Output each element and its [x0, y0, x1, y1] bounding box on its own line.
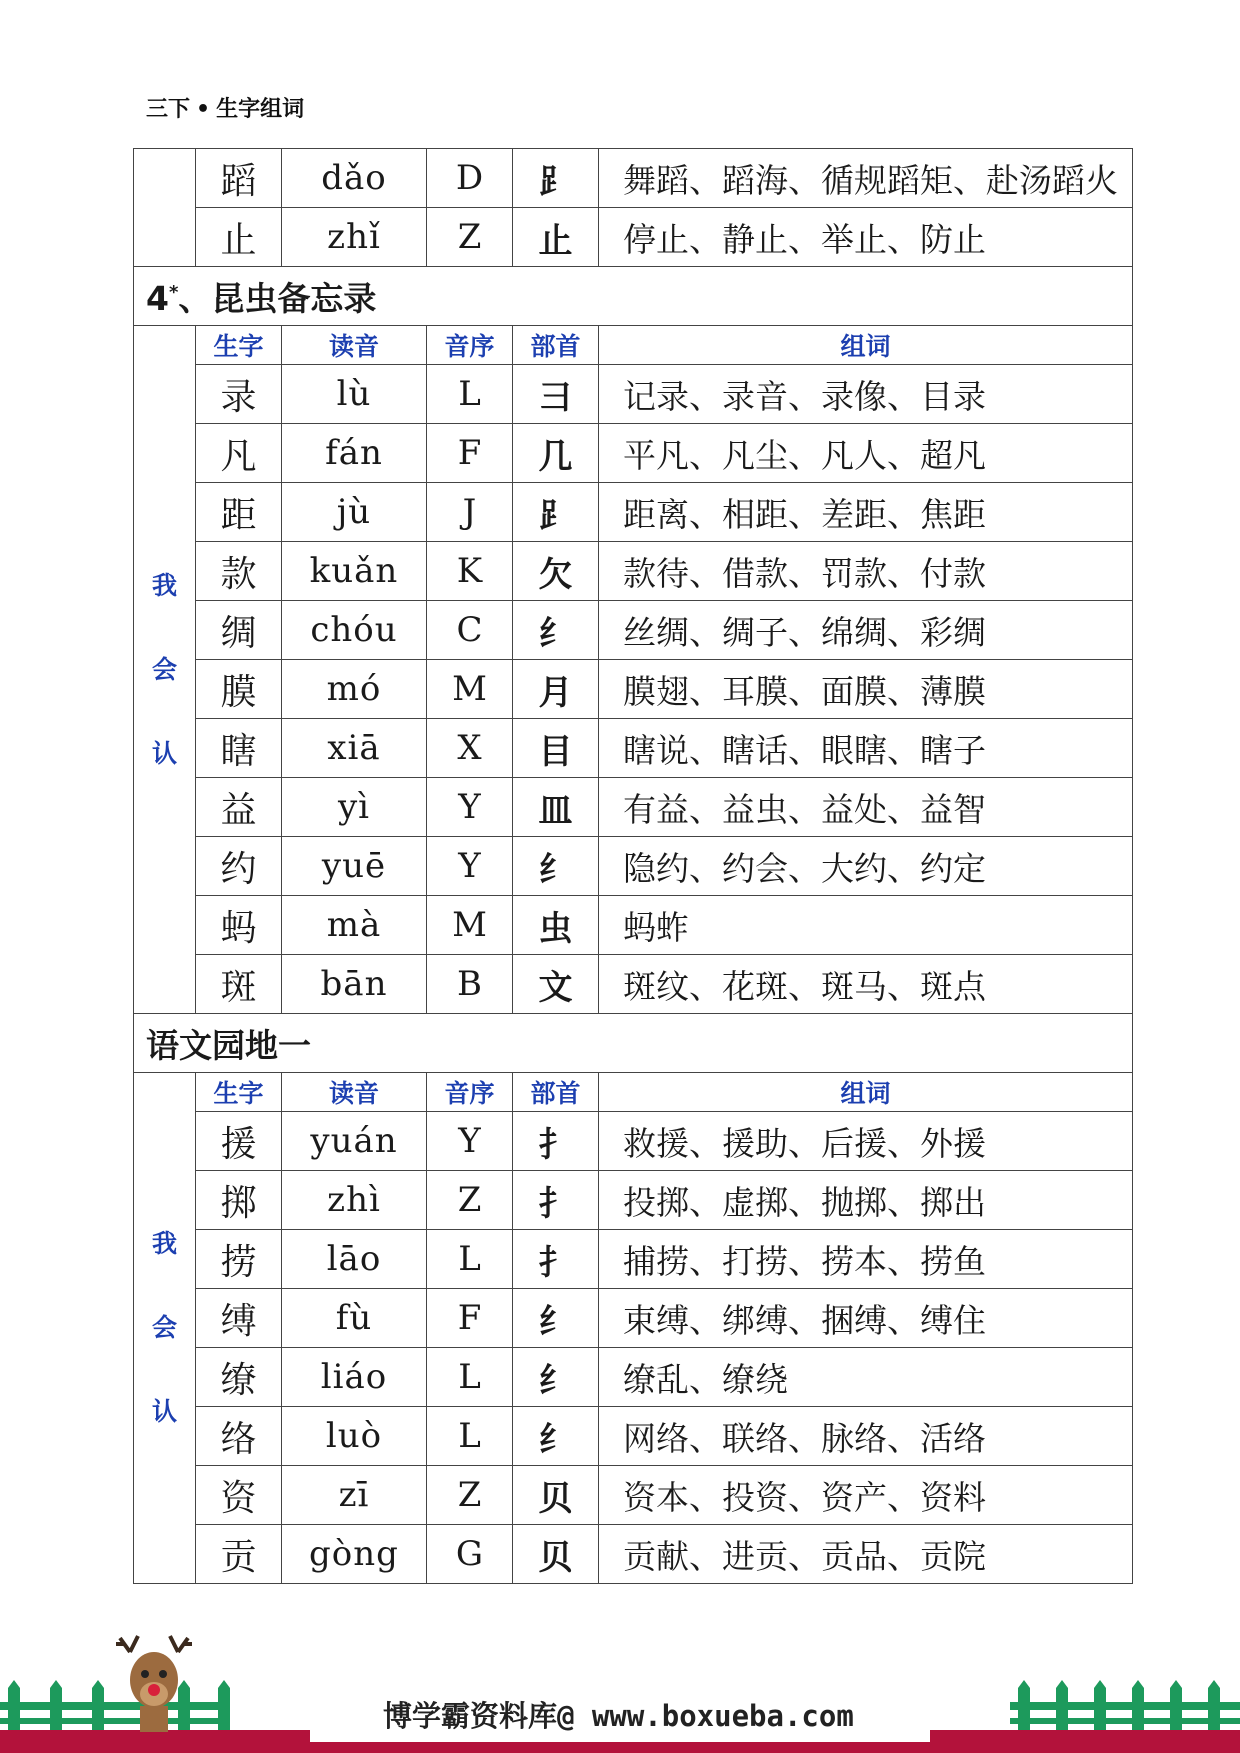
radical-cell: 止 — [513, 208, 599, 267]
side-label — [134, 326, 196, 1014]
section-title — [134, 267, 1133, 326]
char-cell: 络 — [196, 1407, 282, 1466]
order-cell: F — [427, 424, 513, 483]
header-order: 音序 — [427, 1073, 513, 1112]
table-row — [134, 542, 1133, 601]
order-cell: L — [427, 365, 513, 424]
radical-cell: 纟 — [513, 1348, 599, 1407]
words-cell: 贡献、进贡、贡品、贡院 — [599, 1525, 1133, 1584]
pinyin-cell: xiā — [282, 719, 427, 778]
words-cell: 捕捞、打捞、捞本、捞鱼 — [599, 1230, 1133, 1289]
pinyin-cell: yuē — [282, 837, 427, 896]
char-cell: 蹈 — [196, 149, 282, 208]
side-blank — [134, 149, 196, 267]
radical-cell: ⻊ — [513, 149, 599, 208]
char-cell: 援 — [196, 1112, 282, 1171]
side-label-char: 会 — [151, 1313, 177, 1342]
table-row — [134, 424, 1133, 483]
order-cell: G — [427, 1525, 513, 1584]
header-dot: • — [196, 97, 211, 122]
order-cell: Z — [427, 1466, 513, 1525]
order-cell: L — [427, 1230, 513, 1289]
table-row — [134, 1348, 1133, 1407]
pinyin-cell: zhǐ — [282, 208, 427, 267]
table-row — [134, 483, 1133, 542]
words-cell: 救援、援助、后援、外援 — [599, 1112, 1133, 1171]
order-cell: J — [427, 483, 513, 542]
order-cell: K — [427, 542, 513, 601]
char-cell: 资 — [196, 1466, 282, 1525]
section-title-text: 、昆虫备忘录 — [178, 278, 377, 318]
header-char: 生字 — [196, 1073, 282, 1112]
table-row — [134, 149, 1133, 208]
table-row — [134, 1466, 1133, 1525]
char-cell: 瞎 — [196, 719, 282, 778]
table-row — [134, 778, 1133, 837]
words-cell: 束缚、绑缚、捆缚、缚住 — [599, 1289, 1133, 1348]
char-cell: 蚂 — [196, 896, 282, 955]
words-cell: 瞎说、瞎话、眼瞎、瞎子 — [599, 719, 1133, 778]
words-cell: 投掷、虚掷、抛掷、掷出 — [599, 1171, 1133, 1230]
section-star: * — [168, 281, 179, 303]
pinyin-cell: mà — [282, 896, 427, 955]
order-cell: D — [427, 149, 513, 208]
table-row — [134, 660, 1133, 719]
header-words: 组词 — [599, 1073, 1133, 1112]
order-cell: C — [427, 601, 513, 660]
pinyin-cell: mó — [282, 660, 427, 719]
pinyin-cell: kuǎn — [282, 542, 427, 601]
words-cell: 网络、联络、脉络、活络 — [599, 1407, 1133, 1466]
section-title: 语文园地一 — [134, 1014, 1133, 1073]
footer-watermark: 博学霸资料库@ www.boxueba.com — [383, 1699, 854, 1733]
vocab-table — [133, 148, 1133, 1584]
words-cell: 膜翅、耳膜、面膜、薄膜 — [599, 660, 1133, 719]
radical-cell: 贝 — [513, 1466, 599, 1525]
pinyin-cell: dǎo — [282, 149, 427, 208]
radical-cell: 欠 — [513, 542, 599, 601]
char-cell: 止 — [196, 208, 282, 267]
radical-cell: 文 — [513, 955, 599, 1014]
table-row — [134, 1407, 1133, 1466]
side-label-char: 会 — [151, 654, 177, 684]
column-header-row — [134, 1073, 1133, 1112]
header-grade: 三下 — [146, 97, 191, 122]
fence-right-icon — [1010, 1680, 1240, 1730]
side-label-char: 我 — [151, 570, 177, 600]
pinyin-cell: luò — [282, 1407, 427, 1466]
char-cell: 凡 — [196, 424, 282, 483]
header-topic: 生字组词 — [216, 97, 305, 122]
char-cell: 距 — [196, 483, 282, 542]
pinyin-cell: fán — [282, 424, 427, 483]
words-cell: 距离、相距、差距、焦距 — [599, 483, 1133, 542]
section-title-row — [134, 267, 1133, 326]
order-cell: L — [427, 1348, 513, 1407]
char-cell: 约 — [196, 837, 282, 896]
radical-cell: 纟 — [513, 601, 599, 660]
words-cell: 记录、录音、录像、目录 — [599, 365, 1133, 424]
order-cell: Z — [427, 208, 513, 267]
order-cell: X — [427, 719, 513, 778]
table-row — [134, 1112, 1133, 1171]
char-cell: 缚 — [196, 1289, 282, 1348]
table-row — [134, 1525, 1133, 1584]
table-row — [134, 896, 1133, 955]
order-cell: M — [427, 896, 513, 955]
radical-cell: 彐 — [513, 365, 599, 424]
char-cell: 录 — [196, 365, 282, 424]
table-row — [134, 1289, 1133, 1348]
words-cell: 平凡、凡尘、凡人、超凡 — [599, 424, 1133, 483]
pinyin-cell: fù — [282, 1289, 427, 1348]
order-cell: B — [427, 955, 513, 1014]
table-row — [134, 955, 1133, 1014]
radical-cell: ⻊ — [513, 483, 599, 542]
header-pinyin: 读音 — [282, 326, 427, 365]
radical-cell: 纟 — [513, 1289, 599, 1348]
order-cell: F — [427, 1289, 513, 1348]
table-row — [134, 1171, 1133, 1230]
radical-cell: 贝 — [513, 1525, 599, 1584]
words-cell: 丝绸、绸子、绵绸、彩绸 — [599, 601, 1133, 660]
char-cell: 缭 — [196, 1348, 282, 1407]
words-cell: 隐约、约会、大约、约定 — [599, 837, 1133, 896]
radical-cell: 扌 — [513, 1112, 599, 1171]
pinyin-cell: chóu — [282, 601, 427, 660]
header-char: 生字 — [196, 326, 282, 365]
side-label-char: 我 — [151, 1229, 177, 1258]
words-cell: 舞蹈、蹈海、循规蹈矩、赴汤蹈火 — [599, 149, 1133, 208]
words-cell: 有益、益虫、益处、益智 — [599, 778, 1133, 837]
table-row — [134, 1230, 1133, 1289]
order-cell: Y — [427, 1112, 513, 1171]
order-cell: Y — [427, 778, 513, 837]
header-radical: 部首 — [513, 1073, 599, 1112]
order-cell: L — [427, 1407, 513, 1466]
radical-cell: 扌 — [513, 1171, 599, 1230]
pinyin-cell: liáo — [282, 1348, 427, 1407]
words-cell: 停止、静止、举止、防止 — [599, 208, 1133, 267]
order-cell: Y — [427, 837, 513, 896]
words-cell: 斑纹、花斑、斑马、斑点 — [599, 955, 1133, 1014]
header-words: 组词 — [599, 326, 1133, 365]
order-cell: Z — [427, 1171, 513, 1230]
fence-left-icon — [0, 1680, 230, 1730]
radical-cell: 纟 — [513, 1407, 599, 1466]
column-header-row — [134, 326, 1133, 365]
pinyin-cell: yì — [282, 778, 427, 837]
radical-cell: 目 — [513, 719, 599, 778]
table-row — [134, 719, 1133, 778]
radical-cell: 皿 — [513, 778, 599, 837]
page-header — [146, 92, 304, 123]
pinyin-cell: jù — [282, 483, 427, 542]
words-cell: 蚂蚱 — [599, 896, 1133, 955]
pinyin-cell: bān — [282, 955, 427, 1014]
pinyin-cell: lù — [282, 365, 427, 424]
ground-stripe-left — [0, 1730, 310, 1753]
radical-cell: 纟 — [513, 837, 599, 896]
radical-cell: 月 — [513, 660, 599, 719]
words-cell: 资本、投资、资产、资料 — [599, 1466, 1133, 1525]
char-cell: 益 — [196, 778, 282, 837]
char-cell: 斑 — [196, 955, 282, 1014]
pinyin-cell: yuán — [282, 1112, 427, 1171]
section-number: 4 — [146, 278, 169, 318]
char-cell: 绸 — [196, 601, 282, 660]
side-label — [134, 1073, 196, 1584]
char-cell: 膜 — [196, 660, 282, 719]
header-order: 音序 — [427, 326, 513, 365]
words-cell: 缭乱、缭绕 — [599, 1348, 1133, 1407]
pinyin-cell: gòng — [282, 1525, 427, 1584]
char-cell: 掷 — [196, 1171, 282, 1230]
table-row — [134, 365, 1133, 424]
radical-cell: 扌 — [513, 1230, 599, 1289]
side-label-char: 认 — [151, 738, 177, 768]
header-pinyin: 读音 — [282, 1073, 427, 1112]
table-row — [134, 601, 1133, 660]
table-row — [134, 837, 1133, 896]
pinyin-cell: lāo — [282, 1230, 427, 1289]
table-row — [134, 208, 1133, 267]
section-title-row — [134, 1014, 1133, 1073]
ground-stripe-middle — [310, 1742, 930, 1753]
radical-cell: 几 — [513, 424, 599, 483]
char-cell: 贡 — [196, 1525, 282, 1584]
pinyin-cell: zī — [282, 1466, 427, 1525]
pinyin-cell: zhì — [282, 1171, 427, 1230]
radical-cell: 虫 — [513, 896, 599, 955]
ground-stripe-right — [930, 1730, 1240, 1753]
words-cell: 款待、借款、罚款、付款 — [599, 542, 1133, 601]
char-cell: 款 — [196, 542, 282, 601]
side-label-char: 认 — [151, 1397, 177, 1426]
order-cell: M — [427, 660, 513, 719]
header-radical: 部首 — [513, 326, 599, 365]
char-cell: 捞 — [196, 1230, 282, 1289]
